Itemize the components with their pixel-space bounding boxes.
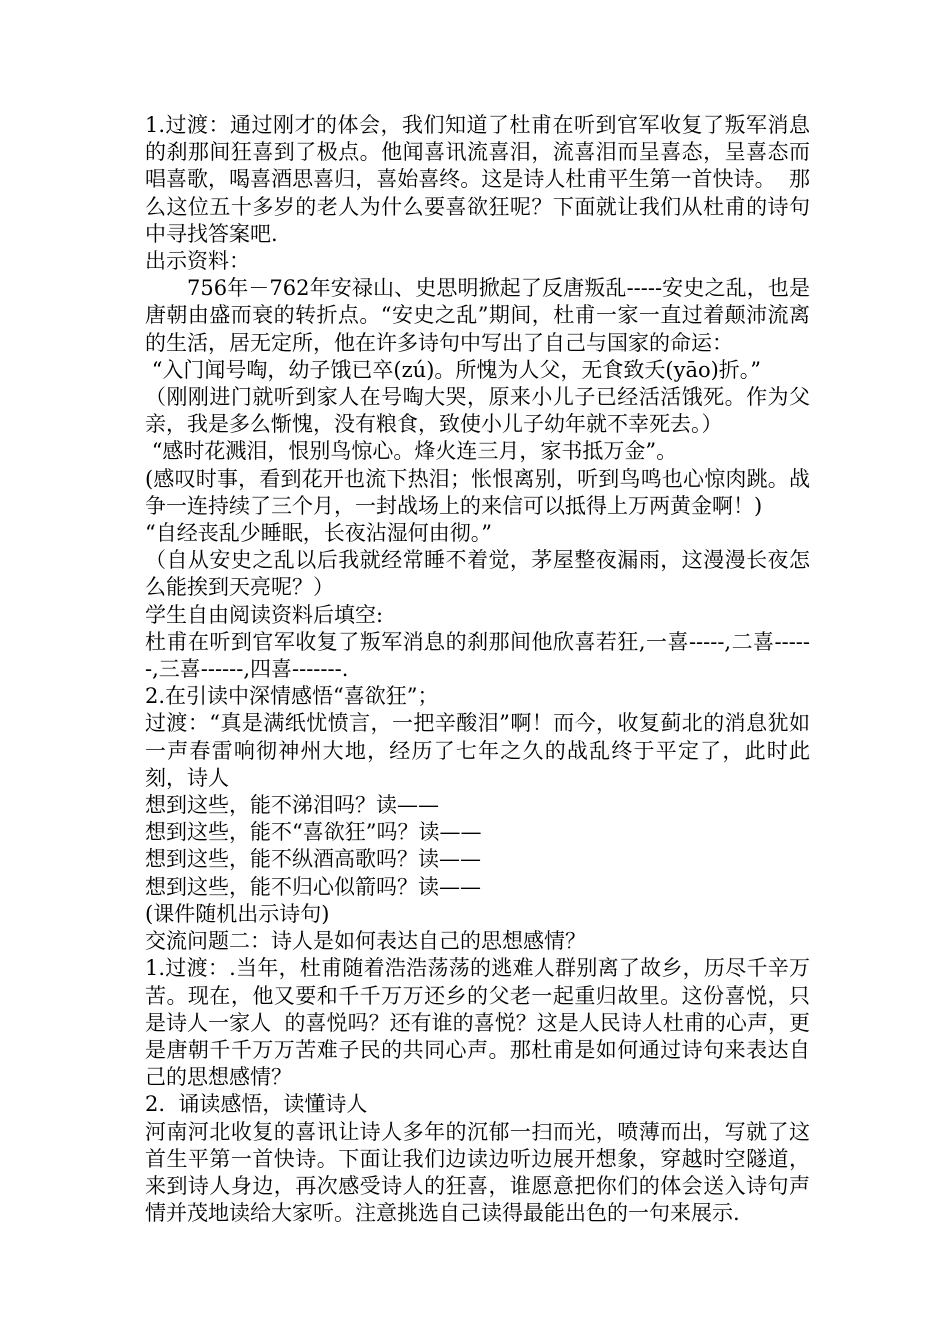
paragraph-poem-explanation-2: (感叹时事，看到花开也流下热泪；怅恨离别，听到鸟鸣也心惊肉跳。战争一连持续了三个月，一封战场上的来信可以抵得上万两黄金啊！): [145, 466, 810, 518]
paragraph-recite-heading: 2. 诵读感悟，读懂诗人: [145, 1092, 368, 1117]
paragraph-fill-blank-label: 学生自由阅读资料后填空:: [145, 602, 384, 627]
paragraph-courseware-note: (课件随机出示诗句): [145, 901, 330, 926]
paragraph-question-2: 交流问题二：诗人是如何表达自己的思想感情？: [145, 929, 586, 954]
paragraph-poem-quote-2: “感时花溅泪，恨别鸟惊心。烽火连三月，家书抵万金”。: [145, 439, 678, 464]
paragraph-transition-1: 1.过渡：通过刚才的体会，我们知道了杜甫在听到官军收复了叛军消息的刹那间狂喜到了极点。他闻喜讯流喜泪，流喜泪而呈喜态，呈喜态而唱喜歌，喝喜酒思喜归，喜始喜终。这是诗人杜甫平生第一首快诗。 那么这位五十多岁的老人为什么要喜欲狂呢？下面就让我们从杜甫的诗句中寻找答案吧.: [145, 113, 810, 246]
paragraph-read-prompt-1: 想到这些，能不涕泪吗？读——: [145, 793, 439, 818]
paragraph-show-material-label: 出示资料：: [145, 249, 250, 274]
paragraph-transition-2: 过渡：“真是满纸忧愤言，一把辛酸泪”啊！而今，收复蓟北的消息犹如一声春雷响彻神州大地，经历了七年之久的战乱终于平定了，此时此刻，诗人: [145, 711, 810, 790]
paragraph-transition-3: 1.过渡：.当年，杜甫随着浩浩荡荡的逃难人群别离了故乡，历尽千辛万苦。现在，他又要和千千万万还乡的父老一起重归故里。这份喜悦，只是诗人一家人 的喜悦吗？还有谁的喜悦？这是人民诗人杜甫的心声，更是唐朝千千万万苦难子民的共同心声。那杜甫是如何通过诗句来表达自己的思想感情？: [145, 956, 810, 1090]
paragraph-poem-explanation-3: （自从安史之乱以后我就经常睡不着觉，茅屋整夜漏雨，这漫漫长夜怎么能挨到天亮呢？）: [145, 548, 810, 600]
paragraph-poem-explanation-1: （刚刚进门就听到家人在号啕大哭，原来小儿子已经活活饿死。作为父亲，我是多么惭愧，没有粮食，致使小儿子幼年就不幸死去。）: [145, 385, 810, 437]
document-page: [145, 112, 810, 1227]
paragraph-read-prompt-3: 想到这些，能不纵酒高歌吗？读——: [145, 847, 481, 872]
paragraph-fill-blank: 杜甫在听到官军收复了叛军消息的刹那间他欣喜若狂,一喜-----,二喜------,三喜------,四喜-------.: [145, 629, 810, 682]
paragraph-recite-body: 河南河北收复的喜讯让诗人多年的沉郁一扫而光，喷薄而出，写就了这首生平第一首快诗。下面让我们边读边听边展开想象，穿越时空隧道，来到诗人身边，再次感受诗人的狂喜，谁愿意把你们的体会送入诗句声情并茂地读给大家听。注意挑选自己读得最能出色的一句来展示.: [145, 1119, 810, 1226]
paragraph-section-2-heading: 2.在引读中深情感悟“喜欲狂”；: [145, 684, 439, 709]
paragraph-background: 756年－762年安禄山、史思明掀起了反唐叛乱-----安史之乱，也是唐朝由盛而衰的转折点。“安史之乱”期间，杜甫一家一直过着颠沛流离的生活，居无定所，他在许多诗句中写出了自己与国家的命运：: [145, 276, 810, 355]
paragraph-read-prompt-2: 想到这些，能不“喜欲狂”吗？读——: [145, 820, 482, 845]
paragraph-poem-quote-3: “自经丧乱少睡眠，长夜沾湿何由彻。”: [145, 521, 492, 546]
paragraph-read-prompt-4: 想到这些，能不归心似箭吗？读——: [145, 874, 481, 899]
paragraph-poem-quote-1: “入门闻号啕，幼子饿已卒(zú)。所愧为人父，无食致夭(yāo)折。”: [145, 357, 762, 382]
